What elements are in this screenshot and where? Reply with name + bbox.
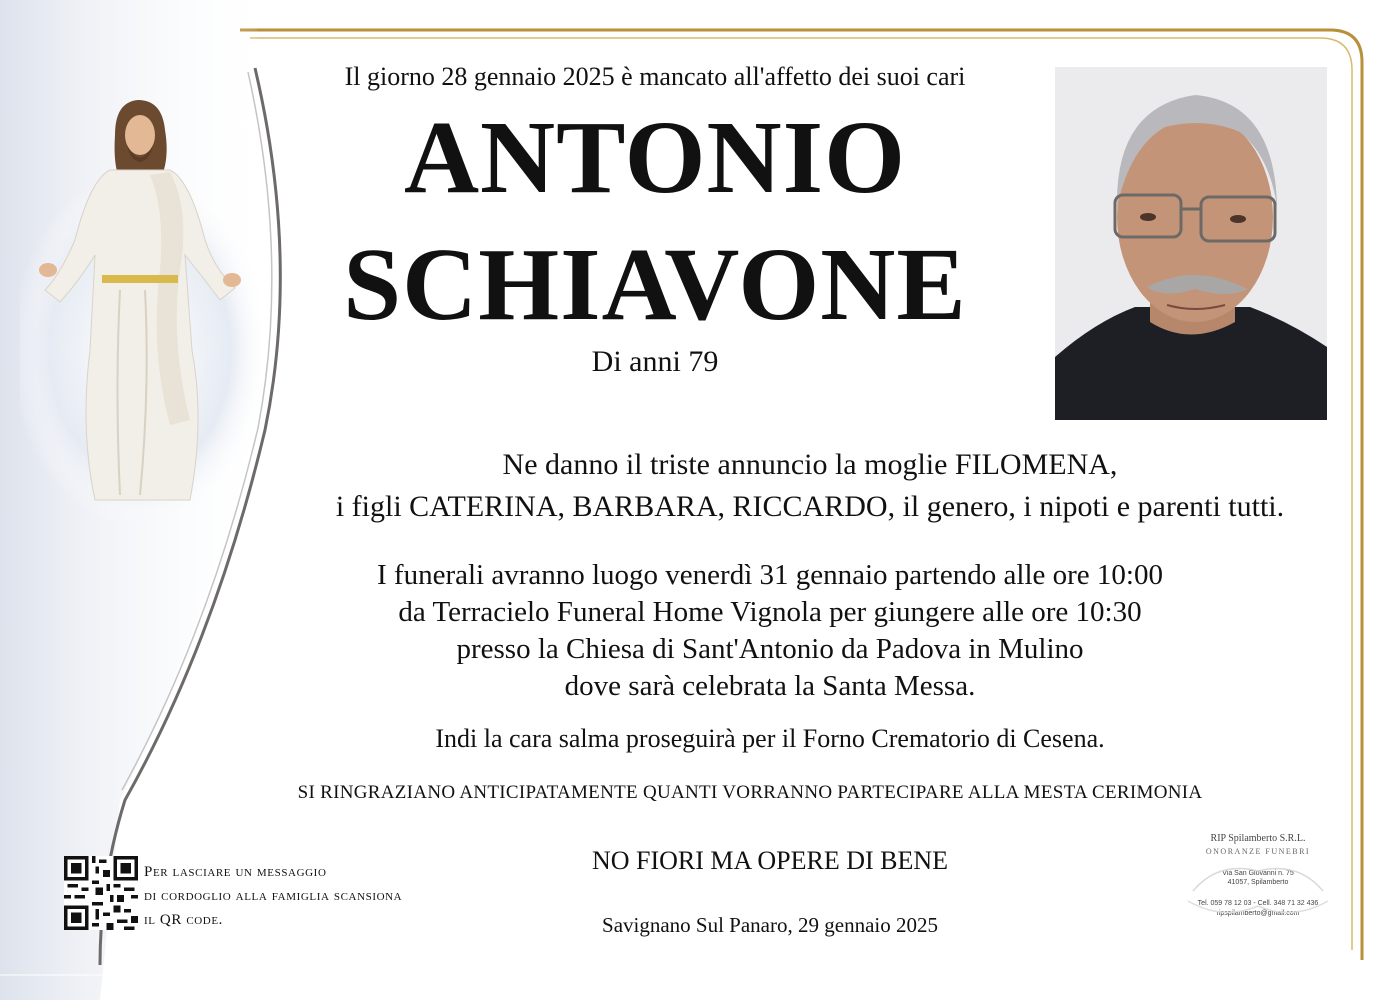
deceased-first-name: ANTONIO (403, 100, 907, 215)
deceased-age: Di anni 79 (591, 345, 719, 378)
funeral-home-address: Via San Giovanni n. 75 (1222, 870, 1294, 877)
qr-message-line: il QR code. (144, 912, 224, 928)
funeral-home-email: ripspilamberto@gmail.com (1216, 910, 1300, 917)
funeral-line: dove sarà celebrata la Santa Messa. (564, 670, 976, 702)
portrait-photo (1055, 67, 1327, 420)
funeral-home-phones: Tel. 059 78 12 03 - Cell. 348 71 32 436 (1197, 900, 1319, 907)
announcement-line: Ne danno il triste annuncio la moglie FILOMENA, (502, 448, 1118, 481)
qr-code-icon[interactable] (64, 856, 138, 930)
qr-message-text (144, 860, 464, 932)
deceased-last-name: SCHIAVONE (343, 227, 967, 342)
portrait-icon (1055, 67, 1327, 420)
funeral-home-logo (1178, 833, 1338, 933)
funeral-line: presso la Chiesa di Sant'Antonio da Padova in Mulino (456, 633, 1084, 665)
wreath-logo-icon (1178, 851, 1338, 921)
announcement-line: i figli CATERINA, BARBARA, RICCARDO, il genero, i nipoti e parenti tutti. (335, 490, 1285, 523)
qr-message-line: di cordoglio alla famiglia scansiona (144, 888, 403, 904)
no-flowers-note: NO FIORI MA OPERE DI BENE (591, 846, 949, 875)
funeral-home-name: RIP Spilamberto S.R.L. (1210, 833, 1306, 844)
qr-message-line: Per lasciare un messaggio (144, 864, 327, 880)
funeral-line: da Terracielo Funeral Home Vignola per giungere alle ore 10:30 (398, 596, 1142, 628)
funeral-details (220, 557, 1320, 705)
place-date: Savignano Sul Panaro, 29 gennaio 2025 (602, 913, 938, 937)
funeral-home-address: 41057, Spilamberto (1227, 879, 1289, 886)
death-date-intro: Il giorno 28 gennaio 2025 è mancato all'affetto dei suoi cari (344, 62, 966, 91)
cremation-note: Indi la cara salma proseguirà per il Forno Crematorio di Cesena. (435, 724, 1105, 753)
thanks-note: SI RINGRAZIANO ANTICIPATAMENTE QUANTI VORRANNO PARTECIPARE ALLA MESTA CERIMONIA (297, 782, 1203, 803)
funeral-home-subtitle: ONORANZE FUNEBRI (1205, 847, 1311, 856)
announcement-block (220, 444, 1400, 528)
funeral-line: I funerali avranno luogo venerdì 31 gennaio partendo alle ore 10:00 (377, 559, 1163, 591)
